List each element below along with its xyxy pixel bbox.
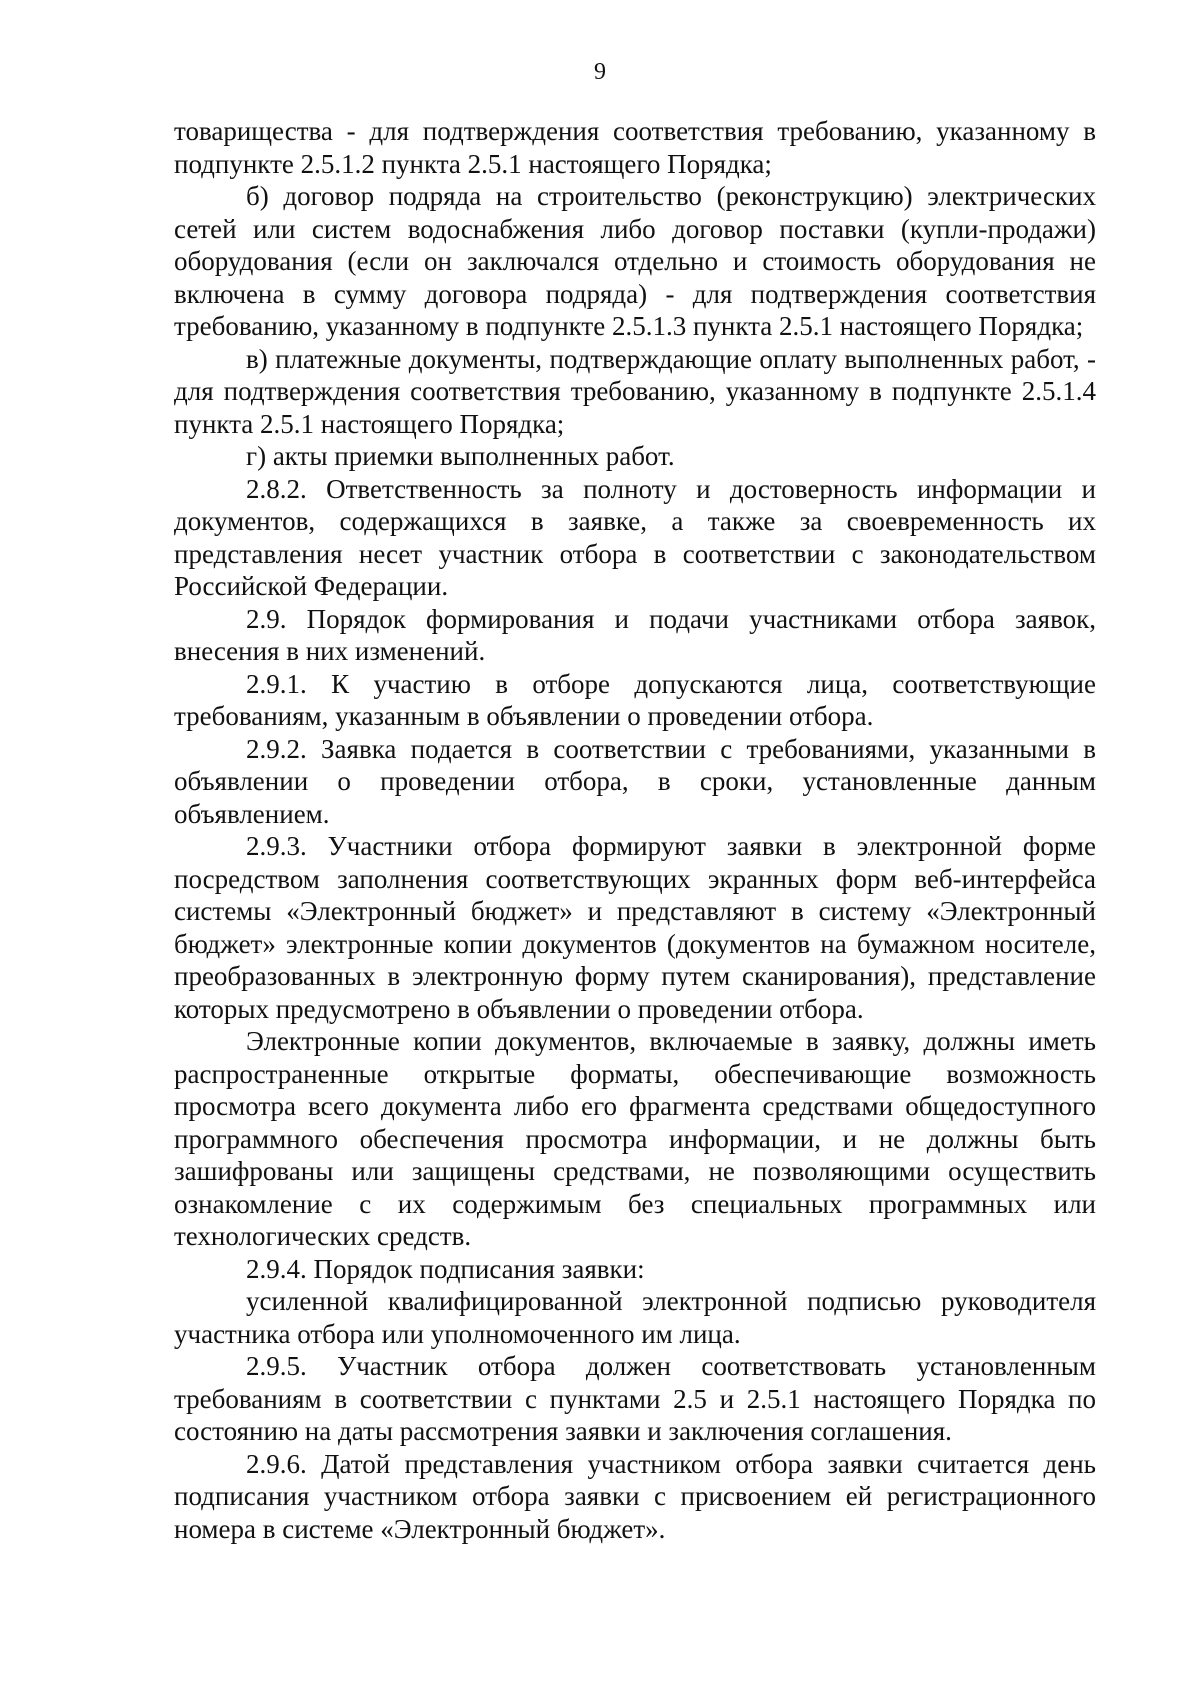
paragraph: 2.9.6. Датой представления участником отбора заявки считается день подписания участником отбора заявки с присвоением ей регистрационного номера в системе «Электронный бюджет».	[174, 1448, 1096, 1544]
paragraph: б) договор подряда на строительство (реконструкцию) электрических сетей или систем водоснабжения либо договор поставки (купли-продажи) оборудования (если он заключался отдельно и стоимость оборудования не включена в сумму договора подряда) - для подтверждения соответствия требованию, указанному в подпункте 2.5.1.3 пункта 2.5.1 настоящего Порядка;	[174, 181, 1096, 341]
paragraph: Электронные копии документов, включаемые в заявку, должны иметь распространенные открытые форматы, обеспечивающие возможность просмотра всего документа либо его фрагмента средствами общедоступного программного обеспечения просмотра информации, и не должны быть зашифрованы или защищены средствами, не позволяющими осуществить ознакомление с их содержимым без специальных программных или технологических средств.	[174, 1026, 1096, 1251]
paragraph: 2.8.2. Ответственность за полноту и достоверность информации и документов, содержащихся в заявке, а также за своевременность их представления несет участник отбора в соответствии с законодательством Российской Федерации.	[174, 473, 1096, 601]
paragraph: усиленной квалифицированной электронной подписью руководителя участника отбора или уполномоченного им лица.	[174, 1286, 1096, 1349]
document-body	[174, 115, 1096, 1545]
paragraph: товарищества - для подтверждения соответствия требованию, указанному в подпункте 2.5.1.2 пункта 2.5.1 настоящего Порядка;	[174, 116, 1096, 179]
paragraph: 2.9.2. Заявка подается в соответствии с требованиями, указанными в объявлении о проведении отбора, в сроки, установленные данным объявлением.	[174, 733, 1096, 829]
paragraph: 2.9.5. Участник отбора должен соответствовать установленным требованиям в соответствии с пунктами 2.5 и 2.5.1 настоящего Порядка по состоянию на даты рассмотрения заявки и заключения соглашения.	[174, 1351, 1096, 1446]
paragraph: в) платежные документы, подтверждающие оплату выполненных работ, - для подтверждения соответствия требованию, указанному в подпункте 2.5.1.4 пункта 2.5.1 настоящего Порядка;	[174, 343, 1096, 439]
paragraph: 2.9.3. Участники отбора формируют заявки в электронной форме посредством заполнения соответствующих экранных форм веб-интерфейса системы «Электронный бюджет» и представляют в систему «Электронный бюджет» электронные копии документов (документов на бумажном носителе, преобразованных в электронную форму путем сканирования), представление которых предусмотрено в объявлении о проведении отбора.	[174, 831, 1096, 1024]
page-number: 9	[594, 59, 606, 85]
paragraph: г) акты приемки выполненных работ.	[246, 441, 675, 471]
paragraph: 2.9.4. Порядок подписания заявки:	[246, 1253, 645, 1284]
paragraph: 2.9. Порядок формирования и подачи участниками отбора заявок, внесения в них изменений.	[174, 603, 1096, 666]
paragraph: 2.9.1. К участию в отборе допускаются лица, соответствующие требованиям, указанным в объявлении о проведении отбора.	[174, 668, 1096, 731]
